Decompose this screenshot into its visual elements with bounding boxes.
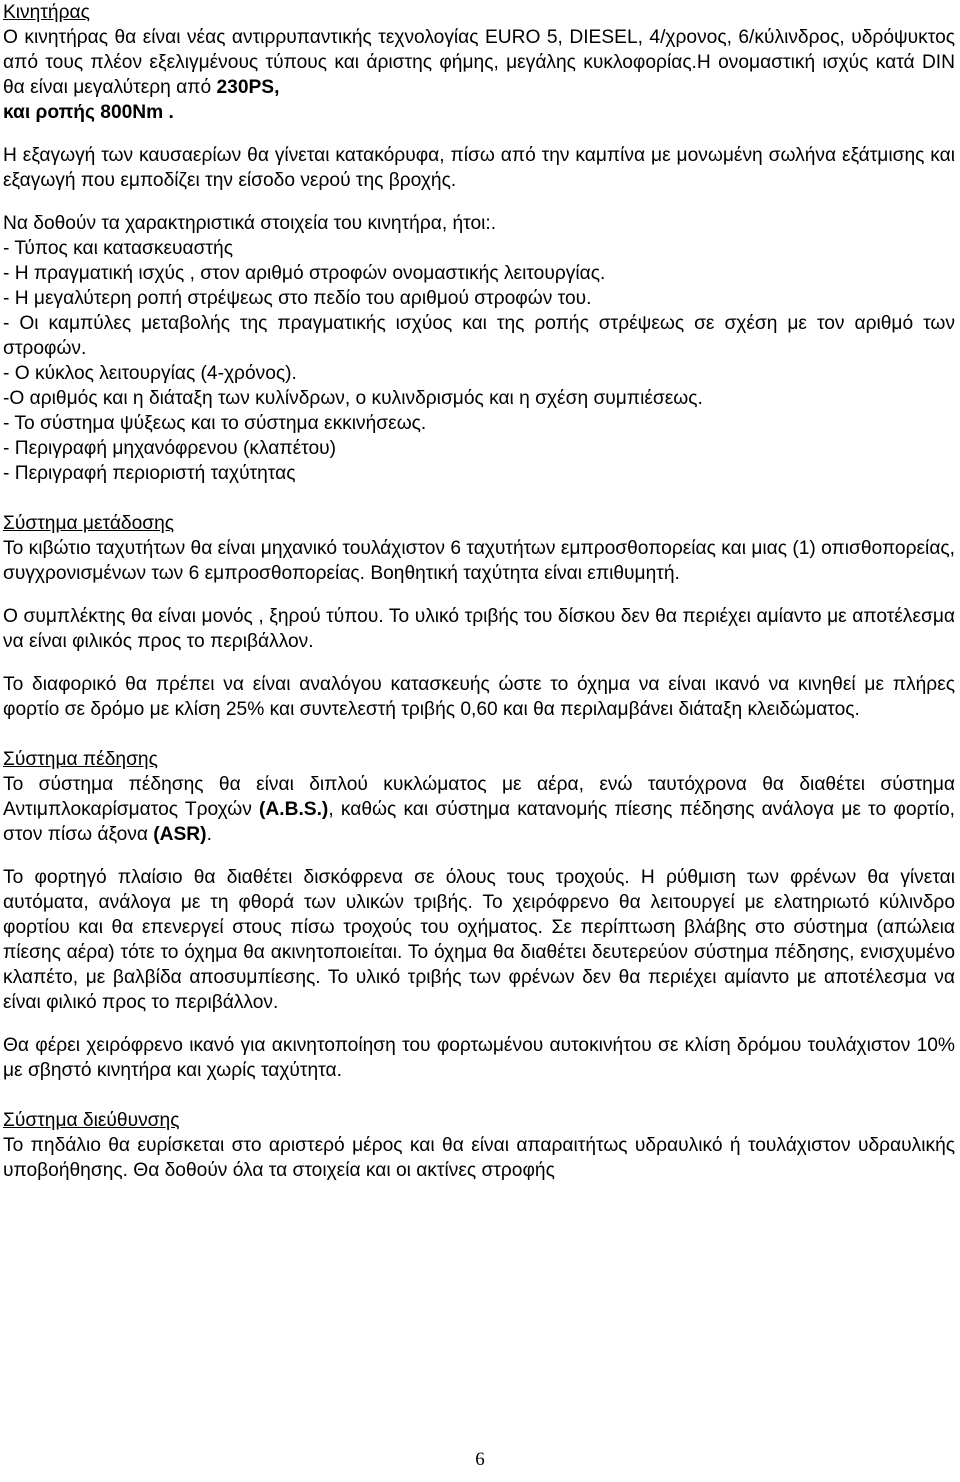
engine-p1-torque-label: και ροπής xyxy=(3,102,101,123)
section-heading-engine: Κινητήρας xyxy=(3,2,90,23)
engine-paragraph-2: Η εξαγωγή των καυσαερίων θα γίνεται κατακόρυφα, πίσω από την καμπίνα με μονωμένη σωλήνα εξάτμισης και εξαγωγή που εμποδίζει την είσοδο νερού της βροχής. xyxy=(3,145,955,191)
list-item: -Ο αριθμός και η διάταξη των κυλίνδρων, ο κυλινδρισμός και η σχέση συμπιέσεως. xyxy=(3,388,703,409)
section-heading-transmission: Σύστημα μετάδοσης xyxy=(3,513,175,534)
list-item: - Περιγραφή περιοριστή ταχύτητας xyxy=(3,463,296,484)
brakes-paragraph-2: Το φορτηγό πλαίσιο θα διαθέτει δισκόφρενα σε όλους τους τροχούς. Η ρύθμιση των φρένων θα γίνεται αυτόματα, ανάλογα με τη φθορά των υλικών τριβής. Το χειρόφρενο θα λειτουργεί με ελατηριωτό κύλινδρο φορτίου και θα επενεργεί στους πίσω τροχούς του οχήματος. Σε περίπτωση βλάβης στο σύστημα (απώλεια πίεσης αέρα) τότε το όχημα θα ακινητοποιείται. Το όχημα θα διαθέτει δευτερεύον σύστημα πέδησης, ενισχυμένο κλαπέτο, με βαλβίδα αποσυμπίεσης. Το υλικό τριβής των φρένων δεν θα περιέχει αμίαντο με αποτέλεσμα να είναι φιλικό προς το περιβάλλον. xyxy=(3,867,955,1013)
asr-label: (ASR) xyxy=(153,824,207,845)
list-item: - Τύπος και κατασκευαστής xyxy=(3,238,233,259)
brakes-p1-end: . xyxy=(206,824,212,845)
brakes-p1-text: Το σύστημα πέδησης θα είναι διπλού κυκλώματος με αέρα, ενώ ταυτόχρονα θα διαθέτει σύστημα Αντιμπλοκαρίσματος Τροχών xyxy=(3,774,955,820)
brakes-paragraph-3: Θα φέρει χειρόφρενο ικανό για ακινητοποίηση του φορτωμένου αυτοκινήτου σε κλίση δρόμου τουλάχιστον 10% με σβηστό κινητήρα και χωρίς ταχύτητα. xyxy=(3,1035,955,1081)
list-item: - Η πραγματική ισχύς , στον αριθμό στροφών ονομαστικής λειτουργίας. xyxy=(3,263,606,284)
transmission-paragraph-2: Ο συμπλέκτης θα είναι μονός , ξηρού τύπου. Το υλικό τριβής του δίσκου δεν θα περιέχει αμίαντο με αποτέλεσμα να είναι φιλικός προς το περιβάλλον. xyxy=(3,606,955,652)
abs-label: (A.B.S.) xyxy=(259,799,329,820)
steering-paragraph-1: Το πηδάλιο θα ευρίσκεται στο αριστερό μέρος και θα είναι απαραιτήτως υδραυλικό ή τουλάχιστον υδραυλικής υποβοήθησης. Θα δοθούν όλα τα στοιχεία και οι ακτίνες στροφής xyxy=(3,1135,955,1181)
engine-characteristics-list xyxy=(3,236,955,486)
section-heading-brakes: Σύστημα πέδησης xyxy=(3,749,158,770)
engine-list-intro: Να δοθούν τα χαρακτηριστικά στοιχεία του κινητήρα, ήτοι:. xyxy=(3,213,497,234)
page-number: 6 xyxy=(475,1449,485,1470)
engine-paragraph-1 xyxy=(3,25,955,125)
list-item: - Η μεγαλύτερη ροπή στρέψεως στο πεδίο του αριθμού στροφών του. xyxy=(3,288,592,309)
list-item: - Περιγραφή μηχανόφρενου (κλαπέτου) xyxy=(3,438,337,459)
section-heading-steering: Σύστημα διεύθυνσης xyxy=(3,1110,180,1131)
list-item: - Ο κύκλος λειτουργίας (4-χρόνος). xyxy=(3,363,297,384)
brakes-p1-text-2: , καθώς και σύστημα κατανομής πίεσης πέδησης ανάλογα με το φορτίο, στον πίσω άξονα xyxy=(3,799,955,845)
engine-p1-text: Ο κινητήρας θα είναι νέας αντιρρυπαντικής τεχνολογίας EURO 5, DIESEL, 4/χρονος, 6/κύλινδρος, υδρόψυκτος από τους πλέον εξελιγμένους τύπους και άριστης φήμης, μεγάλης κυκλοφορίας.Η ονομαστική ισχύς κατά DIN θα είναι μεγαλύτερη από xyxy=(3,27,955,98)
transmission-paragraph-1: Το κιβώτιο ταχυτήτων θα είναι μηχανικό τουλάχιστον 6 ταχυτήτων εμπροσθοπορείας και μιας (1) οπισθοπορείας, συγχρονισμένων των 6 εμπροσθοπορείας. Βοηθητική ταχύτητα είναι επιθυμητή. xyxy=(3,538,955,584)
brakes-paragraph-1 xyxy=(3,772,955,847)
engine-power-value: 230PS, xyxy=(216,77,280,98)
engine-torque-value: 800Nm . xyxy=(100,102,174,123)
list-item: - Το σύστημα ψύξεως και το σύστημα εκκινήσεως. xyxy=(3,413,427,434)
transmission-paragraph-3: Το διαφορικό θα πρέπει να είναι αναλόγου κατασκευής ώστε το όχημα να είναι ικανό να κινηθεί με πλήρες φορτίο σε δρόμο με κλίση 25% και συντελεστή τριβής 0,60 και θα περιλαμβάνει διάταξη κλειδώματος. xyxy=(3,674,955,720)
list-item: - Οι καμπύλες μεταβολής της πραγματικής ισχύος και της ροπής στρέψεως σε σχέση με τον αριθμό των στροφών. xyxy=(3,313,955,359)
